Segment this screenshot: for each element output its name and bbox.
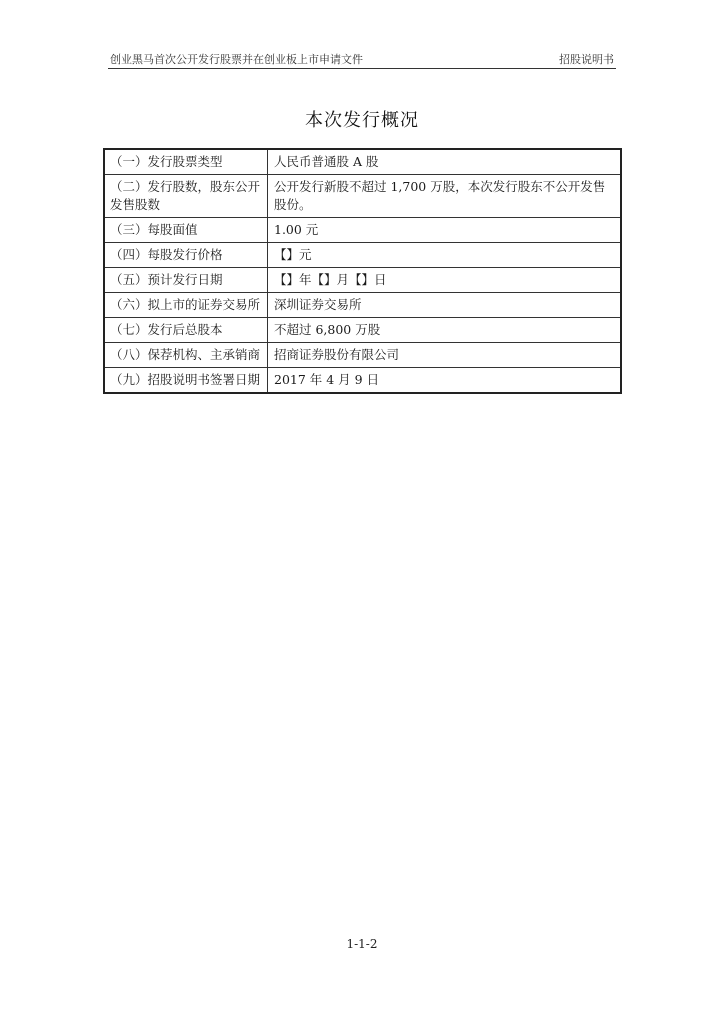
table-row	[104, 175, 621, 218]
row-label: （三）每股面值	[104, 218, 268, 243]
row-value: 人民币普通股 A 股	[268, 149, 622, 175]
table-row	[104, 318, 621, 343]
row-value: 深圳证券交易所	[268, 293, 622, 318]
row-label: （四）每股发行价格	[104, 243, 268, 268]
row-value: 不超过 6,800 万股	[268, 318, 622, 343]
row-value: 【】年【】月【】日	[268, 268, 622, 293]
row-label: （一）发行股票类型	[104, 149, 268, 175]
table-row	[104, 293, 621, 318]
header-document-name: 创业黑马首次公开发行股票并在创业板上市申请文件	[110, 53, 363, 66]
page-header	[108, 50, 616, 69]
row-value: 1.00 元	[268, 218, 622, 243]
row-label: （五）预计发行日期	[104, 268, 268, 293]
table-row	[104, 243, 621, 268]
row-value: 2017 年 4 月 9 日	[268, 368, 622, 394]
page-number: 1-1-2	[346, 937, 378, 951]
row-value: 【】元	[268, 243, 622, 268]
table-row	[104, 149, 621, 175]
offering-overview-table	[103, 148, 622, 394]
row-label: （二）发行股数，股东公开发售股数	[104, 175, 268, 218]
page-title: 本次发行概况	[305, 110, 419, 131]
row-value: 公开发行新股不超过 1,700 万股，本次发行股东不公开发售股份。	[268, 175, 622, 218]
header-document-type: 招股说明书	[559, 53, 614, 66]
table-row	[104, 343, 621, 368]
table-row	[104, 268, 621, 293]
row-label: （八）保荐机构、主承销商	[104, 343, 268, 368]
row-label: （六）拟上市的证券交易所	[104, 293, 268, 318]
table-row	[104, 218, 621, 243]
row-value: 招商证券股份有限公司	[268, 343, 622, 368]
table-row	[104, 368, 621, 394]
row-label: （七）发行后总股本	[104, 318, 268, 343]
row-label: （九）招股说明书签署日期	[104, 368, 268, 394]
